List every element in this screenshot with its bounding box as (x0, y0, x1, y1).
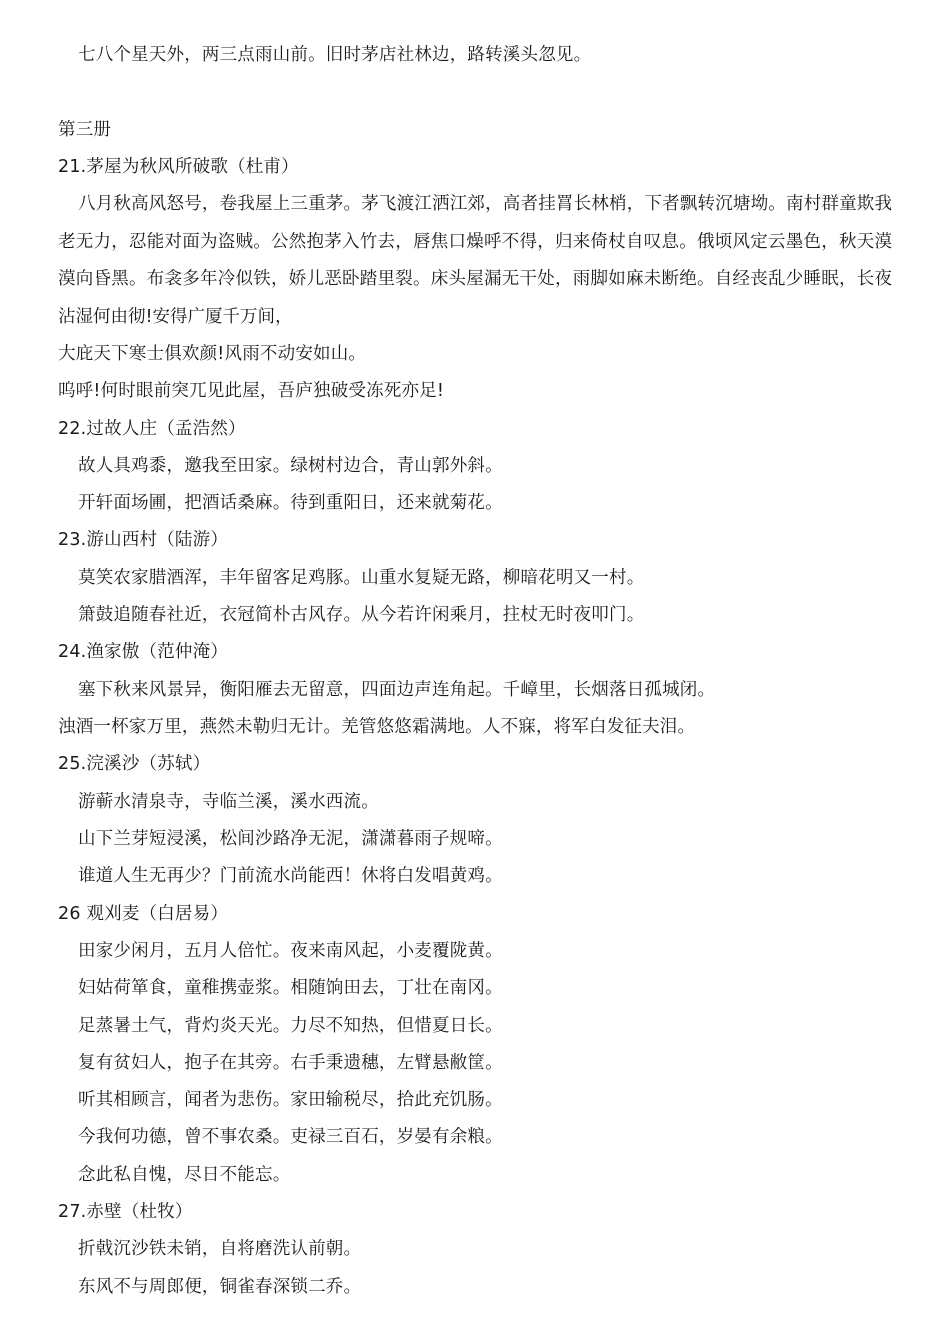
poem-27-line: 东风不与周郎便，铜雀春深锁二乔。 (78, 1277, 362, 1297)
poem-26-line: 复有贫妇人，抱子在其旁。右手秉遗穗，左臂悬敝筐。 (78, 1053, 503, 1073)
poem-21-line: 呜呼!何时眼前突兀见此屋，吾庐独破受冻死亦足! (58, 381, 445, 401)
poem-26-line: 田家少闲月，五月人倍忙。夜来南风起，小麦覆陇黄。 (78, 941, 503, 961)
top-verse-line: 七八个星天外，两三点雨山前。旧时茅店社林边，路转溪头忽见。 (78, 45, 592, 65)
poem-27-line: 折戟沉沙铁未销，自将磨洗认前朝。 (78, 1239, 362, 1259)
poem-22-line: 故人具鸡黍，邀我至田家。绿树村边合，青山郭外斜。 (78, 456, 503, 476)
poem-21-line: 大庇天下寒士俱欢颜!风雨不动安如山。 (58, 344, 367, 364)
poem-24-title: 24.渔家傲（范仲淹） (58, 642, 229, 662)
poem-21-body: 八月秋高风怒号，卷我屋上三重茅。茅飞渡江洒江郊，高者挂罥长林梢，下者飘转沉塘坳。南村群童欺我老无力，忍能对面为盗贼。公然抱茅入竹去，唇焦口燥呼不得，归来倚杖自叹息。俄顷风定云墨色，秋天漠漠向昏黑。布衾多年冷似铁，娇儿恶卧踏里裂。床头屋漏无干处，雨脚如麻未断绝。自经丧乱少睡眠，长夜沾湿何由彻!安得广厦千万间， (58, 194, 892, 327)
volume-heading: 第三册 (58, 120, 112, 140)
poem-24-line: 塞下秋来风景异，衡阳雁去无留意，四面边声连角起。千嶂里，长烟落日孤城闭。 (78, 680, 716, 700)
poem-25-line: 山下兰芽短浸溪，松间沙路净无泥，潇潇暮雨子规啼。 (78, 829, 503, 849)
poem-21-title: 21.茅屋为秋风所破歌（杜甫） (58, 157, 299, 177)
poem-22-title: 22.过故人庄（孟浩然） (58, 419, 246, 439)
poem-23-line: 箫鼓追随春社近，衣冠简朴古风存。从今若许闲乘月，拄杖无时夜叩门。 (78, 605, 645, 625)
poem-27-title: 27.赤壁（杜牧） (58, 1202, 193, 1222)
poem-26-line: 听其相顾言，闻者为悲伤。家田输税尽，拾此充饥肠。 (78, 1090, 503, 1110)
poem-26-line: 念此私自愧，尽日不能忘。 (78, 1165, 291, 1185)
poem-26-line: 妇姑荷箪食，童稚携壶浆。相随饷田去，丁壮在南冈。 (78, 978, 503, 998)
poem-25-title: 25.浣溪沙（苏轼） (58, 754, 211, 774)
poem-23-title: 23.游山西村（陆游） (58, 530, 229, 550)
poem-22-line: 开轩面场圃，把酒话桑麻。待到重阳日，还来就菊花。 (78, 493, 503, 513)
poem-23-line: 莫笑农家腊酒浑，丰年留客足鸡豚。山重水复疑无路，柳暗花明又一村。 (78, 568, 645, 588)
poem-24-line: 浊酒一杯家万里，燕然未勒归无计。羌管悠悠霜满地。人不寐，将军白发征夫泪。 (58, 717, 696, 737)
poem-26-line: 今我何功德，曾不事农桑。吏禄三百石，岁晏有余粮。 (78, 1127, 503, 1147)
poem-25-line: 游蕲水清泉寺，寺临兰溪，溪水西流。 (78, 792, 379, 812)
poem-26-line: 足蒸暑土气，背灼炎天光。力尽不知热，但惜夏日长。 (78, 1016, 503, 1036)
poem-25-line: 谁道人生无再少？门前流水尚能西！休将白发唱黄鸡。 (78, 866, 503, 886)
poem-26-title: 26 观刈麦（白居易） (58, 904, 229, 924)
